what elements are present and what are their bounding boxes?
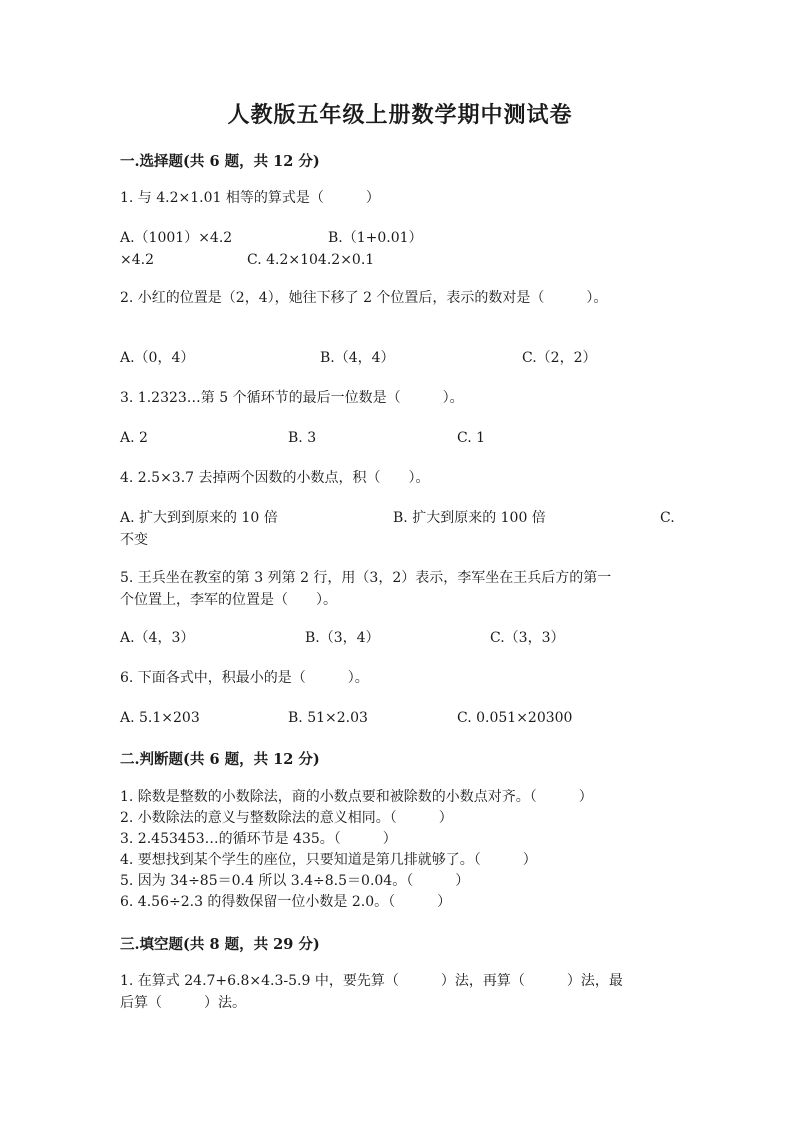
judge-item: 1. 除数是整数的小数除法，商的小数点要和被除数的小数点对齐。（ ）: [120, 789, 593, 805]
option-c: C.（3，3）: [490, 630, 565, 646]
judge-item: 2. 小数除法的意义与整数除法的意义相同。（ ）: [120, 810, 453, 826]
page-title: 人教版五年级上册数学期中测试卷: [227, 102, 573, 128]
option-c-continued: 不变: [120, 532, 148, 548]
option-a: A.（4，3）: [120, 630, 195, 646]
question-stem: 5. 王兵坐在教室的第 3 列第 2 行，用（3，2）表示，李军坐在王兵后方的第一: [120, 570, 612, 586]
option-b: B. 扩大到原来的 100 倍: [393, 510, 546, 526]
option-a: A.（0，4）: [120, 350, 195, 366]
option-a: A. 5.1×203: [120, 710, 200, 726]
section-heading-judge: 二.判断题(共 6 题，共 12 分): [120, 751, 320, 768]
option-a: A. 扩大到到原来的 10 倍: [120, 510, 278, 526]
option-a: A. 2: [120, 430, 148, 446]
question-stem: 2. 小红的位置是（2，4），她往下移了 2 个位置后，表示的数对是（ ）。: [120, 290, 608, 306]
option-b: B. 51×2.03: [288, 710, 368, 726]
option-b: B. 3: [288, 430, 317, 446]
option-c: C. 4.2×104.2×0.1: [247, 252, 375, 268]
question-stem: 6. 下面各式中，积最小的是（ ）。: [120, 670, 369, 686]
question-stem-continued: 个位置上，李军的位置是（ ）。: [120, 592, 337, 608]
judge-item: 5. 因为 34÷85＝0.4 所以 3.4÷8.5＝0.04。（ ）: [120, 873, 470, 889]
question-stem-continued: 后算（ ）法。: [120, 995, 246, 1011]
option-c: C.（2，2）: [522, 350, 597, 366]
option-c: C.: [660, 510, 675, 526]
question-stem: 1. 在算式 24.7+6.8×4.3-5.9 中，要先算（ ）法，再算（ ）法，最: [120, 973, 623, 989]
judge-item: 4. 要想找到某个学生的座位，只要知道是第几排就够了。（ ）: [120, 852, 537, 868]
question-stem: 4. 2.5×3.7 去掉两个因数的小数点，积（ ）。: [120, 470, 430, 486]
section-heading-choice: 一.选择题(共 6 题，共 12 分): [120, 153, 320, 170]
option-b-continued: ×4.2: [120, 252, 154, 268]
option-b: B.（1+0.01）: [328, 230, 423, 246]
judge-item: 3. 2.453453…的循环节是 435。（ ）: [120, 831, 397, 847]
option-b: B.（3，4）: [305, 630, 380, 646]
question-stem: 3. 1.2323…第 5 个循环节的最后一位数是（ ）。: [120, 390, 464, 406]
option-c: C. 1: [457, 430, 486, 446]
option-b: B.（4，4）: [320, 350, 395, 366]
section-heading-fill: 三.填空题(共 8 题，共 29 分): [120, 936, 320, 953]
judge-item: 6. 4.56÷2.3 的得数保留一位小数是 2.0。（ ）: [120, 894, 452, 910]
option-c: C. 0.051×20300: [457, 710, 573, 726]
option-a: A.（1001）×4.2: [120, 230, 233, 246]
question-stem: 1. 与 4.2×1.01 相等的算式是（ ）: [120, 190, 380, 206]
